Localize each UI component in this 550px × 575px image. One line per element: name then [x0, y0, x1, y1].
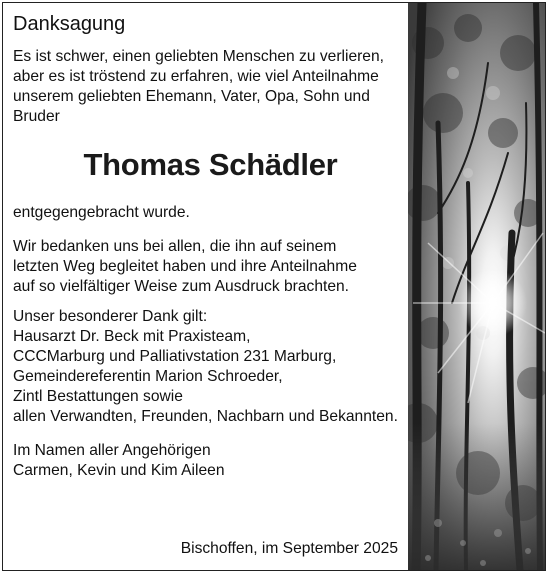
- intro-line: Es ist schwer, einen geliebten Menschen zu verlieren,: [13, 48, 384, 65]
- deceased-name: Thomas Schädler: [83, 147, 338, 182]
- place-and-date: Bischoffen, im September 2025: [180, 540, 398, 557]
- signature-line: Im Namen aller Angehörigen: [13, 442, 211, 459]
- signature-line: Carmen, Kevin und Kim Aileen: [13, 462, 225, 479]
- special-thanks-paragraph: [13, 307, 408, 427]
- forest-sunlight-photo: [408, 3, 545, 570]
- signature-paragraph: [13, 441, 408, 481]
- obituary-notice: [2, 2, 546, 571]
- thanks-paragraph: [13, 237, 408, 297]
- intro-line: unserem geliebten Ehemann, Vater, Opa, Sohn und: [13, 88, 370, 105]
- special-thanks-line: Zintl Bestattungen sowie: [13, 388, 183, 405]
- special-thanks-line: Hausarzt Dr. Beck mit Praxisteam,: [13, 328, 251, 345]
- thanks-line: auf so vielfältiger Weise zum Ausdruck brachten.: [13, 278, 350, 295]
- special-thanks-line: allen Verwandten, Freunden, Nachbarn und Bekannten.: [13, 408, 398, 425]
- special-thanks-line: Gemeindereferentin Marion Schroeder,: [13, 368, 283, 385]
- intro-line: aber es ist tröstend zu erfahren, wie viel Anteilnahme: [13, 68, 379, 85]
- notice-heading: Danksagung: [13, 13, 126, 35]
- thanks-line: letzten Weg begleitet haben und ihre Anteilnahme: [13, 258, 357, 275]
- intro-line: Bruder: [13, 108, 60, 125]
- thanks-line: Wir bedanken uns bei allen, die ihn auf seinem: [13, 238, 337, 255]
- after-name-line: entgegengebracht wurde.: [13, 204, 190, 221]
- special-thanks-line: Unser besonderer Dank gilt:: [13, 308, 208, 325]
- special-thanks-line: CCCMarburg und Palliativstation 231 Marburg,: [13, 348, 337, 365]
- intro-paragraph: [13, 47, 408, 127]
- notice-text-column: [13, 11, 408, 481]
